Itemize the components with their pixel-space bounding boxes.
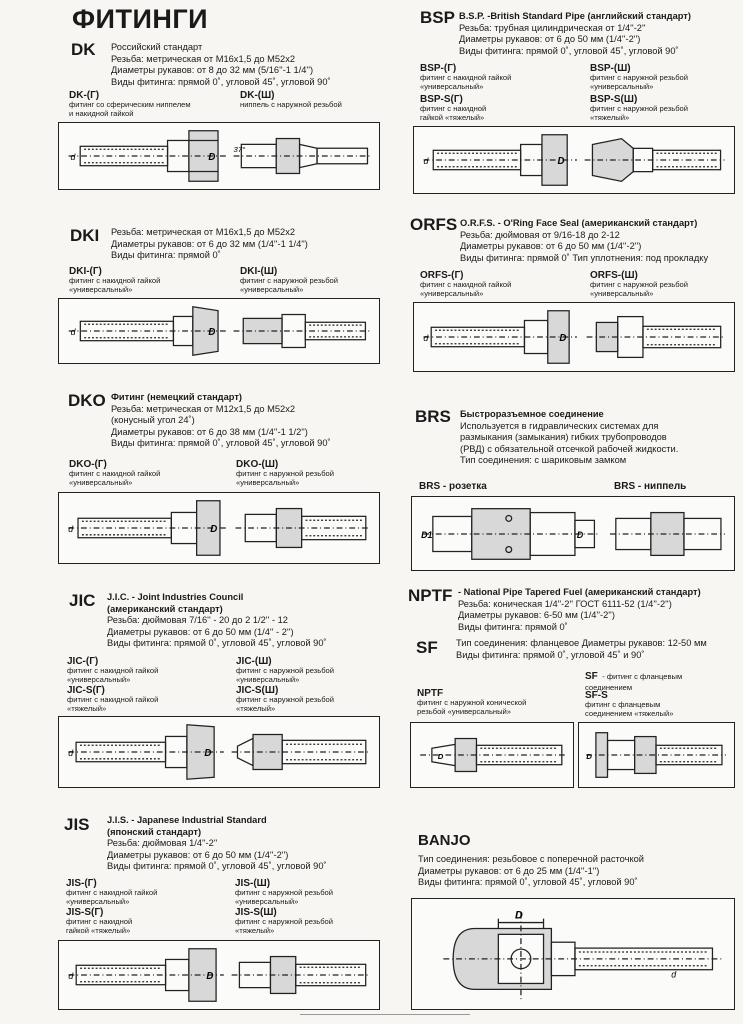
orfs-variant-male	[590, 270, 688, 298]
jis-variant-heavy-female	[66, 907, 132, 935]
dim-label-D: D	[586, 751, 592, 761]
scan-bottom-line	[300, 1014, 470, 1015]
variant-desc: фитинг с наружной резьбой	[235, 917, 334, 926]
dko-head: Фитинг (немецкий стандарт)	[111, 392, 242, 402]
dko-code: DKO	[68, 391, 106, 410]
dim-label-D: D	[208, 151, 216, 163]
variant-desc: фитинг со сферическим ниппелем	[69, 100, 191, 109]
dki-line: Диаметры рукавов: от 6 до 32 мм (1/4''-1 1/4'')	[111, 238, 308, 249]
dim-label-D: D	[437, 751, 444, 761]
sf-fitting-drawing	[579, 723, 734, 787]
variant-desc: «универсальный»	[69, 477, 133, 487]
dki-fitting-drawing	[59, 299, 379, 363]
dim-label-D: D	[210, 523, 218, 535]
orfs-line: Виды фитинга: прямой 0˚ Тип уплотнения: под прокладку	[460, 252, 709, 263]
bsp-variant-female	[420, 63, 511, 91]
variant-desc: «универсальный»	[590, 81, 654, 91]
jic-line: Резьба: дюймовая 7/16'' - 20 до 2 1/2'' - 12	[107, 615, 288, 626]
variant-desc: фитинг с наружной резьбой	[235, 888, 334, 897]
variant-desc: фитинг с наружной резьбой	[590, 73, 689, 82]
bsp-variant-heavy-female	[420, 94, 486, 122]
dk-description	[111, 42, 331, 88]
jis-variant-heavy-male	[235, 907, 333, 935]
jis-line: Виды фитинга: прямой 0˚, угловой 45˚, угловой 90˚	[107, 861, 327, 872]
banjo-drawing	[411, 898, 735, 1010]
jic-drawing	[58, 716, 380, 788]
variant-desc: ниппель с наружной резьбой	[240, 100, 342, 109]
sf-line: Тип соединения: фланцевое Диаметры рукавов: 12-50 мм	[456, 638, 707, 648]
dim-label-d: d	[70, 326, 76, 337]
variant-desc: гайкой «тяжелый»	[66, 925, 131, 935]
orfs-head: O.R.F.S. - O'Ring Face Seal (американский стандарт)	[460, 218, 698, 228]
dim-label-d: d	[423, 155, 429, 166]
dk-line: Резьба: метрическая от М16х1,5 до М52х2	[111, 53, 296, 64]
dk-drawing	[58, 122, 380, 190]
jis-line: Резьба: дюймовая 1/4''-2''	[107, 838, 218, 849]
jis-variant-male	[235, 878, 333, 906]
variant-desc: соединением	[585, 683, 633, 692]
dim-label-D: D	[204, 747, 212, 759]
bsp-variant-male	[590, 63, 688, 91]
dk-fitting-drawing	[59, 123, 379, 189]
banjo-line: Тип соединения: резьбовое с поперечной расточкой	[418, 854, 645, 864]
variant-label: BSP-(Г)	[420, 63, 457, 74]
variant-label: ORFS-(Ш)	[590, 270, 638, 281]
dim-label-d: d	[70, 151, 76, 162]
dko-description	[111, 392, 331, 450]
variant-desc: «тяжелый»	[67, 703, 107, 713]
variant-label: JIC-S(Ш)	[236, 685, 279, 696]
variant-desc: «универсальный»	[420, 288, 484, 298]
jis-drawing	[58, 940, 380, 1010]
dki-description	[111, 227, 308, 262]
jis-code: JIS	[64, 815, 90, 834]
sf-code: SF	[416, 638, 438, 657]
dk-code: DK	[71, 40, 96, 59]
variant-desc: резьбой «универсальный»	[417, 706, 512, 716]
banjo-fitting-drawing	[412, 899, 734, 1009]
variant-label: DK-(Г)	[69, 90, 100, 101]
sf-description	[456, 638, 707, 661]
dko-fitting-drawing	[59, 493, 379, 563]
variant-desc: - фитинг с фланцевым	[602, 672, 683, 681]
variant-label: JIS-(Ш)	[235, 878, 271, 889]
bsp-line: Виды фитинга: прямой 0˚, угловой 45˚, угловой 90˚	[459, 45, 679, 56]
variant-desc: фитинг с наружной резьбой	[590, 280, 689, 289]
variant-label: BSP-(Ш)	[590, 63, 631, 74]
banjo-line: Виды фитинга: прямой 0˚, угловой 45˚, угловой 90˚	[418, 877, 638, 888]
variant-label: DKI-(Ш)	[240, 266, 278, 277]
orfs-line: Резьба: дюймовая от 9/16-18 до 2-12	[460, 229, 620, 240]
variant-desc: «тяжелый»	[590, 112, 630, 122]
jis-fitting-drawing	[59, 941, 379, 1009]
orfs-line: Диаметры рукавов: от 6 до 50 мм (1/4''-2'')	[460, 241, 642, 252]
dk-variant-female	[69, 90, 191, 118]
dim-label-D: D	[576, 529, 584, 540]
bsp-variant-heavy-male	[590, 94, 688, 122]
banjo-code: BANJO	[418, 832, 471, 849]
dko-variant-female	[69, 459, 160, 487]
variant-label: JIC-(Г)	[67, 656, 99, 667]
orfs-variant-female	[420, 270, 511, 298]
dko-line: Резьба: метрическая от М12х1,5 до М52х2	[111, 403, 296, 414]
variant-label: JIS-(Г)	[66, 878, 97, 889]
variant-label: NPTF	[417, 688, 444, 699]
variant-label: JIC-(Ш)	[236, 656, 272, 667]
bsp-line: Резьба: трубная цилиндрическая от 1/4''-2''	[459, 22, 646, 33]
dim-label-D: D	[515, 909, 523, 922]
orfs-description	[460, 218, 708, 264]
variant-desc: соединением «тяжелый»	[585, 708, 674, 718]
nptf-head: - National Pipe Tapered Fuel (американский стандарт)	[458, 587, 701, 597]
variant-desc: фитинг с накидной гайкой	[67, 695, 159, 704]
sf-variant	[585, 666, 682, 693]
dko-variant-male	[236, 459, 334, 487]
variant-desc: фитинг с накидной	[66, 917, 133, 926]
dim-label-d: d	[68, 747, 74, 758]
banjo-line: Диаметры рукавов: от 6 до 25 мм (1/4''-1'')	[418, 865, 600, 876]
bsp-head: B.S.P. -British Standard Pipe (английский стандарт)	[459, 11, 691, 21]
variant-desc: «универсальный»	[66, 896, 130, 906]
dki-line: Резьба: метрическая от М16х1,5 до М52х2	[111, 227, 296, 237]
variant-desc: «тяжелый»	[235, 925, 275, 935]
brs-socket-label: BRS - розетка	[419, 481, 487, 492]
variant-label: DKI-(Г)	[69, 266, 102, 277]
variant-label: SF-S	[585, 690, 608, 701]
variant-label: DKO-(Г)	[69, 459, 107, 470]
variant-desc: «универсальный»	[236, 477, 300, 487]
jis-head-2: (японский стандарт)	[107, 826, 202, 837]
variant-desc: «универсальный»	[235, 896, 299, 906]
jic-line: Диаметры рукавов: от 6 до 50 мм (1/4'' - 2'')	[107, 626, 294, 637]
variant-desc: «универсальный»	[69, 284, 133, 294]
jis-variant-female	[66, 878, 157, 906]
dk-line: Российский стандарт	[111, 42, 203, 52]
variant-desc: «универсальный»	[236, 674, 300, 684]
orfs-drawing	[413, 302, 735, 372]
dki-drawing	[58, 298, 380, 364]
variant-desc: фитинг с фланцевым	[585, 700, 661, 709]
variant-label: ORFS-(Г)	[420, 270, 464, 281]
jic-variant-male	[236, 656, 334, 684]
variant-desc: фитинг с накидной гайкой	[67, 666, 159, 675]
dk-line: Диаметры рукавов: от 8 до 32 мм (5/16''-1 1/4'')	[111, 65, 314, 76]
dim-label-D: D	[208, 326, 216, 338]
variant-desc: фитинг с наружной резьбой	[236, 695, 335, 704]
variant-label: DK-(Ш)	[240, 90, 275, 101]
variant-desc: фитинг с накидной гайкой	[420, 280, 512, 289]
variant-label: DKO-(Ш)	[236, 459, 279, 470]
jic-variant-heavy-female	[67, 685, 158, 713]
banjo-description	[418, 854, 644, 889]
variant-desc: фитинг с наружной резьбой	[590, 104, 689, 113]
variant-label: JIS-S(Г)	[66, 907, 104, 918]
nptf-variant	[417, 688, 526, 716]
dim-label-D: D	[206, 970, 214, 982]
nptf-line: Виды фитинга: прямой 0˚	[458, 621, 568, 632]
bsp-description	[459, 11, 691, 57]
nptf-code: NPTF	[408, 586, 453, 605]
variant-desc: фитинг с наружной резьбой	[240, 276, 339, 285]
dim-label-D: D	[557, 155, 565, 167]
variant-desc: фитинг с накидной	[420, 104, 487, 113]
jic-fitting-drawing	[59, 717, 379, 787]
variant-desc: фитинг с накидной гайкой	[69, 276, 161, 285]
variant-label: JIC-S(Г)	[67, 685, 105, 696]
jic-description	[107, 592, 327, 650]
brs-head: Быстроразъемное соединение	[460, 409, 604, 419]
dim-label-d: d	[671, 969, 677, 980]
jic-head: J.I.C. - Joint Industries Council	[107, 592, 244, 602]
dko-line: (конусный угол 24˚)	[111, 415, 195, 426]
brs-line: Используется в гидравлических системах для	[460, 420, 659, 431]
dki-variant-female	[69, 266, 160, 294]
nptf-fitting-drawing	[411, 723, 573, 787]
jic-code: JIC	[69, 591, 96, 610]
dim-label-thread: 37°	[233, 145, 246, 155]
variant-desc: фитинг с накидной гайкой	[66, 888, 158, 897]
variant-label: BSP-S(Г)	[420, 94, 463, 105]
bsp-code: BSP	[420, 8, 455, 27]
dk-line: Виды фитинга: прямой 0˚, угловой 45˚, угловой 90˚	[111, 76, 331, 87]
dim-label-d1: D1	[421, 529, 433, 540]
variant-desc: фитинг с накидной гайкой	[420, 73, 512, 82]
variant-desc: «универсальный»	[590, 288, 654, 298]
nptf-line: Диаметры рукавов: 6-50 мм (1/4''-2'')	[458, 610, 615, 621]
brs-line: (РВД) с обязательной отсечкой рабочей жидкости.	[460, 443, 679, 454]
variant-label: BSP-S(Ш)	[590, 94, 638, 105]
variant-desc: гайкой «тяжелый»	[420, 112, 485, 122]
brs-nipple-label: BRS - ниппель	[614, 481, 687, 492]
brs-drawing	[411, 496, 735, 571]
sf-s-variant	[585, 690, 673, 718]
variant-desc: «универсальный»	[420, 81, 484, 91]
brs-line: размыкания (замыкания) гибких трубопроводов	[460, 432, 667, 443]
variant-desc: «универсальный»	[67, 674, 131, 684]
brs-code: BRS	[415, 407, 451, 426]
brs-line: Тип соединения: с шариковым замком	[460, 455, 627, 466]
dko-line: Диаметры рукавов: от 6 до 38 мм (1/4''-1 1/2'')	[111, 426, 308, 437]
orfs-code: ORFS	[410, 215, 458, 234]
jic-line: Виды фитинга: прямой 0˚, угловой 45˚, угловой 90˚	[107, 638, 327, 649]
variant-label: SF	[585, 671, 598, 682]
sf-drawing	[578, 722, 735, 788]
sf-line: Виды фитинга: прямой 0˚, угловой 45˚ и 90˚	[456, 649, 645, 660]
variant-desc: фитинг с наружной резьбой	[236, 666, 335, 675]
jic-head-2: (американский стандарт)	[107, 603, 223, 614]
orfs-fitting-drawing	[414, 303, 734, 371]
page-title: ФИТИНГИ	[72, 4, 209, 34]
jis-description	[107, 815, 327, 873]
bsp-fitting-drawing	[414, 127, 734, 193]
dim-label-d: d	[68, 970, 74, 981]
jis-line: Диаметры рукавов: от 6 до 50 мм (1/4''-2'')	[107, 849, 289, 860]
variant-desc: фитинг с наружной конической	[417, 698, 527, 707]
variant-label: JIS-S(Ш)	[235, 907, 277, 918]
variant-desc: и накидной гайкой	[69, 108, 134, 118]
jis-head: J.I.S. - Japanese Industrial Standard	[107, 815, 267, 825]
dki-variant-male	[240, 266, 338, 294]
variant-desc: «универсальный»	[240, 284, 304, 294]
dim-label-D: D	[559, 332, 567, 344]
brs-coupling-drawing	[412, 497, 734, 570]
dko-line: Виды фитинга: прямой 0˚, угловой 45˚, угловой 90˚	[111, 438, 331, 449]
dim-label-d: d	[423, 332, 429, 343]
variant-desc: «тяжелый»	[236, 703, 276, 713]
jic-variant-heavy-male	[236, 685, 334, 713]
variant-desc: фитинг с накидной гайкой	[69, 469, 161, 478]
dk-variant-male	[240, 90, 342, 110]
dki-line: Виды фитинга: прямой 0˚	[111, 250, 221, 261]
jic-variant-female	[67, 656, 158, 684]
brs-description	[460, 409, 678, 467]
nptf-drawing	[410, 722, 574, 788]
bsp-drawing	[413, 126, 735, 194]
bsp-line: Диаметры рукавов: от 6 до 50 мм (1/4''-2'')	[459, 34, 641, 45]
dki-code: DKI	[70, 226, 100, 245]
nptf-line: Резьба: коническая 1/4''-2'' ГОСТ 6111-52 (1/4''-2'')	[458, 598, 672, 609]
dko-drawing	[58, 492, 380, 564]
variant-desc: фитинг с наружной резьбой	[236, 469, 335, 478]
nptf-description	[458, 587, 701, 633]
dim-label-d: d	[68, 523, 74, 534]
